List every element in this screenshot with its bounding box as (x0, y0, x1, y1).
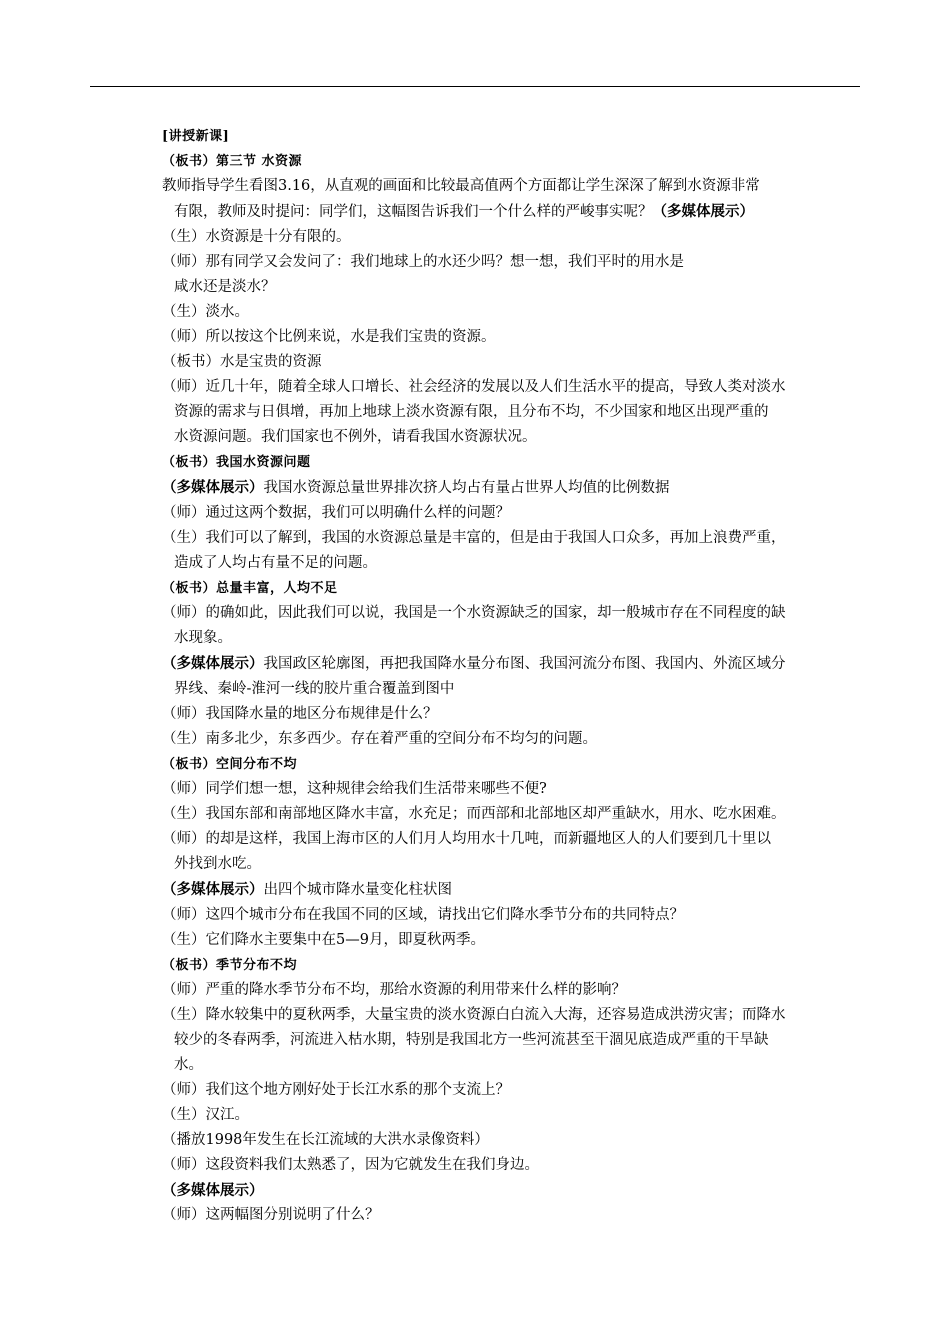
paragraph-intro (162, 174, 862, 225)
paragraph-line: 造成了人均占有量不足的问题。 (174, 555, 377, 571)
dialogue-line: （生）它们降水主要集中在5—9月，即夏秋两季。 (162, 932, 485, 948)
paragraph-line: （生）我们可以了解到，我国的水资源总量是丰富的，但是由于我国人口众多，再加上浪费严重， (162, 530, 786, 546)
board-heading-water-resources: （板书）第三节 水资源 (162, 154, 303, 169)
dialogue-block (162, 250, 862, 300)
dialogue-line: （生）汉江。 (162, 1107, 249, 1123)
dialogue-block (162, 526, 862, 576)
paragraph-line (162, 199, 862, 225)
paragraph-line: 界线、秦岭-淮河一线的胶片重合覆盖到图中 (174, 681, 455, 697)
dialogue-line: （生）水资源是十分有限的。 (162, 229, 351, 245)
paragraph-text: 出四个城市降水量变化柱状图 (263, 882, 452, 898)
paragraph-line: 水资源问题。我们国家也不例外，请看我国水资源状况。 (174, 429, 537, 445)
dialogue-line: （师）同学们想一想，这种规律会给我们生活带来哪些不便? (162, 781, 547, 797)
multimedia-line (162, 877, 862, 903)
header-rule (90, 86, 860, 87)
board-heading-spatial: （板书）空间分布不均 (162, 757, 298, 772)
paragraph-line: 水。 (174, 1057, 203, 1073)
dialogue-line: （师）严重的降水季节分布不均，那给水资源的利用带来什么样的影响？ (162, 982, 626, 998)
dialogue-block (162, 827, 862, 877)
paragraph-line (162, 651, 862, 677)
dialogue-line: （生）淡水。 (162, 304, 249, 320)
paragraph-line: （师）的却是这样，我国上海市区的人们月人均用水十几吨，而新疆地区人的人们要到几十里以 (162, 831, 771, 847)
paragraph-line: （生）降水较集中的夏秋两季，大量宝贵的淡水资源白白流入大海，还容易造成洪涝灾害；而降水 (162, 1007, 786, 1023)
board-line: （板书）水是宝贵的资源 (162, 354, 322, 370)
paragraph-line: 水现象。 (174, 630, 232, 646)
dialogue-line: （师）我们这个地方刚好处于长江水系的那个支流上？ (162, 1082, 510, 1098)
board-heading-china-water-problem: （板书）我国水资源问题 (162, 455, 311, 470)
dialogue-line: （师）这两幅图分别说明了什么？ (162, 1207, 380, 1223)
paragraph-line: （师）的确如此，因此我们可以说，我国是一个水资源缺乏的国家，却一般城市存在不同程度的缺 (162, 605, 786, 621)
dialogue-line: （师）这段资料我们太熟悉了，因为它就发生在我们身边。 (162, 1157, 539, 1173)
paragraph-line: 教师指导学生看图3.16，从直观的画面和比较最高值两个方面都让学生深深了解到水资源非常 (162, 178, 760, 194)
paragraph-line: 外找到水吃。 (174, 856, 261, 872)
multimedia-tag: （多媒体展示） (162, 881, 264, 898)
multimedia-line (162, 475, 862, 501)
dialogue-block (162, 601, 862, 651)
multimedia-tag: （多媒体展示） (162, 1182, 264, 1199)
multimedia-block (162, 651, 862, 702)
dialogue-line: （师）我国降水量的地区分布规律是什么？ (162, 706, 438, 722)
paragraph-line: 资源的需求与日俱增，再加上地球上淡水资源有限，且分布不均，不少国家和地区出现严重的 (174, 404, 769, 420)
board-heading-total-rich: （板书）总量丰富，人均不足 (162, 581, 338, 596)
section-heading-lecture: [讲授新课] (162, 129, 230, 144)
multimedia-tag: （多媒体展示） (652, 203, 754, 220)
dialogue-line: （生）我国东部和南部地区降水丰富，水充足；而西部和北部地区却严重缺水，用水、吃水困难。 (162, 806, 786, 822)
document-body (162, 124, 862, 1228)
paragraph-text: 我国政区轮廓图，再把我国降水量分布图、我国河流分布图、我国内、外流区域分 (263, 656, 786, 672)
multimedia-tag: （多媒体展示） (162, 479, 264, 496)
multimedia-tag: （多媒体展示） (162, 655, 264, 672)
paragraph-text: 我国水资源总量世界排次挤人均占有量占世界人均值的比例数据 (263, 480, 670, 496)
paragraph-line: （师）近几十年，随着全球人口增长、社会经济的发展以及人们生活水平的提高，导致人类对淡水 (162, 379, 786, 395)
dialogue-block (162, 1003, 862, 1078)
dialogue-line: （播放1998年发生在长江流域的大洪水录像资料） (162, 1132, 489, 1148)
dialogue-line: （师）通过这两个数据，我们可以明确什么样的问题？ (162, 505, 510, 521)
paragraph-line: （师）那有同学又会发问了：我们地球上的水还少吗？想一想，我们平时的用水是 (162, 254, 684, 270)
dialogue-line: （师）所以按这个比例来说，水是我们宝贵的资源。 (162, 329, 496, 345)
dialogue-line: （生）南多北少，东多西少。存在着严重的空间分布不均匀的问题。 (162, 731, 597, 747)
board-heading-seasonal: （板书）季节分布不均 (162, 958, 298, 973)
dialogue-block (162, 375, 862, 450)
paragraph-line: 较少的冬春两季，河流进入枯水期，特别是我国北方一些河流甚至干涸见底造成严重的干旱缺 (174, 1032, 769, 1048)
paragraph-text: 有限，教师及时提问：同学们，这幅图告诉我们一个什么样的严峻事实呢？ (174, 204, 653, 220)
paragraph-line: 咸水还是淡水？ (174, 279, 276, 295)
dialogue-line: （师）这四个城市分布在我国不同的区域，请找出它们降水季节分布的共同特点？ (162, 907, 684, 923)
